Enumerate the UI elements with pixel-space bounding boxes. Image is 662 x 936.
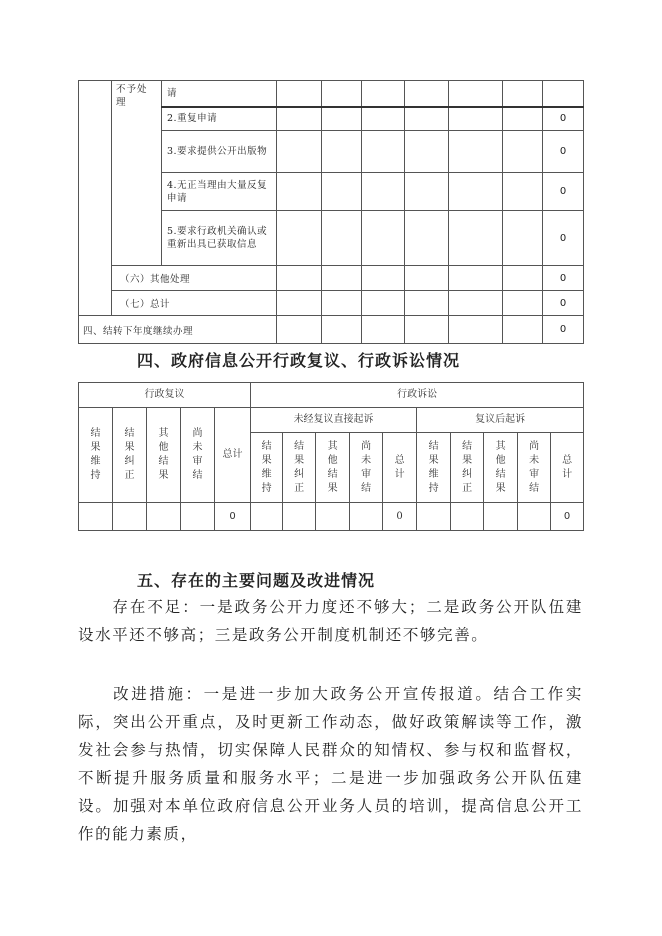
direct-value	[251, 503, 283, 531]
review-total-value: 0	[215, 503, 251, 531]
not-processed-label: 不予处理	[112, 81, 162, 266]
after-review-header: 复议后起诉	[417, 408, 584, 433]
review-col-header: 结果纠正	[124, 428, 135, 481]
direct-litigation-header: 未经复议直接起诉	[251, 408, 417, 433]
after-col-header: 其他结果	[495, 440, 506, 494]
row-value: 0	[543, 131, 584, 173]
review-col-header: 尚未审结	[192, 428, 203, 481]
direct-col-header: 结果纠正	[294, 440, 305, 494]
direct-value	[316, 503, 350, 531]
after-value	[417, 503, 451, 531]
improvements-text: 改进措施：一是进一步加大政务公开宣传报道。结合工作实际，突出公开重点，及时更新工作动态，做好政策解读等工作，激发社会参与热情，切实保障人民群众的知情权、参与权和监督权，不断提升服务质量和服务水平；二是进一步加强政务公开队伍建设。加强对本单位政府信息公开业务人员的培训，提高信息公开工作的能力素质，	[78, 685, 583, 843]
review-litigation-table	[78, 382, 584, 531]
left-margin-cell	[79, 81, 112, 316]
direct-value	[350, 503, 383, 531]
litigation-header: 行政诉讼	[251, 383, 584, 408]
direct-col-header: 尚未审结	[361, 440, 372, 494]
review-header: 行政复议	[79, 383, 251, 408]
direct-col-header: 结果维持	[261, 440, 272, 494]
direct-col-header: 其他结果	[327, 440, 338, 494]
row-value: 0	[543, 173, 584, 211]
problems-paragraph	[78, 593, 583, 649]
review-value	[181, 503, 215, 531]
row-label: 3.要求提供公开出版物	[162, 131, 277, 173]
total-value: 0	[543, 291, 584, 316]
row-label: 5.要求行政机关确认或重新出具已获取信息	[162, 211, 277, 266]
after-value	[518, 503, 551, 531]
review-col-header: 其他结果	[158, 428, 169, 481]
row-value: 0	[543, 211, 584, 266]
review-value	[147, 503, 181, 531]
after-col-header: 结果维持	[428, 440, 439, 494]
carry-over-label: 四、结转下年度继续办理	[79, 316, 277, 344]
review-col-header: 结果维持	[90, 428, 101, 481]
carry-over-value: 0	[543, 316, 584, 344]
direct-total-value: 0	[383, 503, 417, 531]
direct-value	[283, 503, 316, 531]
other-processing-value: 0	[543, 266, 584, 291]
review-value	[79, 503, 113, 531]
section-5-heading: 五、存在的主要问题及改进情况	[137, 571, 376, 590]
section-4-heading: 四、政府信息公开行政复议、行政诉讼情况	[137, 351, 461, 370]
after-col-header: 尚未审结	[529, 440, 540, 494]
after-col-header: 结果纠正	[462, 440, 473, 494]
direct-col-header: 总计	[394, 454, 405, 480]
review-value	[113, 503, 147, 531]
other-processing-label: （六）其他处理	[112, 266, 277, 291]
after-total-value: 0	[551, 503, 584, 531]
review-total-header: 总计	[215, 408, 251, 503]
row-label: 请	[162, 81, 277, 107]
total-label: （七）总计	[112, 291, 277, 316]
row-value: 0	[543, 107, 584, 131]
row-value	[543, 81, 584, 107]
improvements-paragraph	[78, 680, 583, 848]
row-label: 2.重复申请	[162, 107, 277, 131]
processing-table	[78, 80, 584, 344]
problems-text: 存在不足：一是政务公开力度还不够大；二是政务公开队伍建设水平还不够高；三是政务公开制度机制还不够完善。	[78, 598, 583, 644]
after-col-header: 总计	[562, 454, 573, 480]
after-value	[451, 503, 484, 531]
row-label: 4.无正当理由大量反复申请	[162, 173, 277, 211]
after-value	[484, 503, 518, 531]
